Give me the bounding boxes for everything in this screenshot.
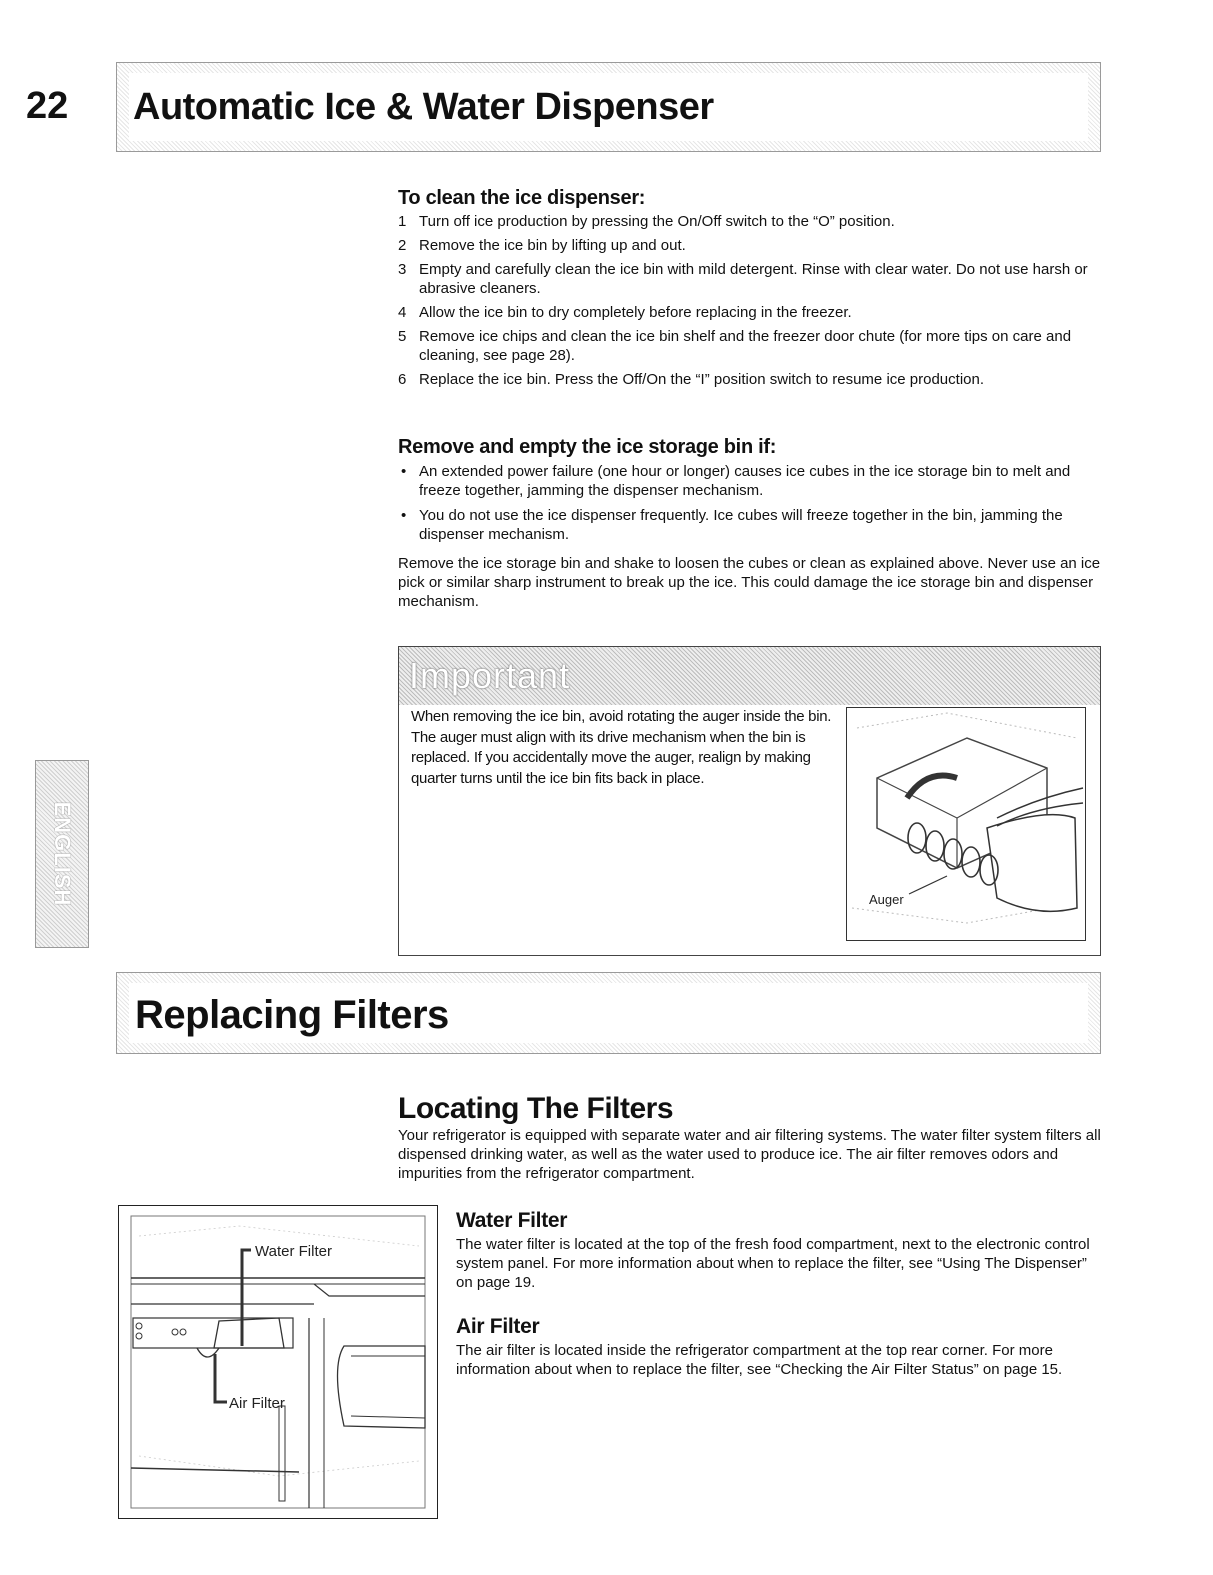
list-item: 5 Remove ice chips and clean the ice bin shelf and the freezer door chute (for more tips on care and cleaning, see page 28). bbox=[398, 328, 1072, 364]
list-item: • You do not use the ice dispenser frequently. Ice cubes will freeze together in the bin, jamming the dispenser mechanism. bbox=[398, 506, 1108, 544]
important-header bbox=[399, 647, 1100, 705]
list-item: 4 Allow the ice bin to dry completely before replacing in the freezer. bbox=[398, 304, 852, 321]
auger-illustration bbox=[846, 707, 1086, 941]
water-filter-section bbox=[456, 1208, 1104, 1292]
section-banner-dispenser bbox=[116, 62, 1101, 152]
list-item: • An extended power failure (one hour or longer) causes ice cubes in the ice storage bin to melt and freeze together, jamming the dispenser mechanism. bbox=[398, 462, 1108, 500]
clean-heading: To clean the ice dispenser: bbox=[398, 187, 646, 209]
remove-heading: Remove and empty the ice storage bin if: bbox=[398, 436, 777, 458]
language-tab bbox=[35, 760, 89, 948]
auger-label: Auger bbox=[869, 892, 904, 907]
section-title: Replacing Filters bbox=[135, 993, 449, 1037]
list-item: 6 Replace the ice bin. Press the Off/On the “I” position switch to resume ice production. bbox=[398, 371, 984, 388]
air-filter-heading: Air Filter bbox=[456, 1315, 540, 1338]
locating-intro: Your refrigerator is equipped with separate water and air filtering systems. The water filter system filters all dispensed drinking water, as well as the water used to produce ice. The air filter removes odors and impurities from the refrigerator compartment. bbox=[398, 1127, 1101, 1182]
refrigerator-interior-drawing bbox=[119, 1206, 435, 1516]
clean-steps bbox=[398, 212, 1108, 389]
list-item: 3 Empty and carefully clean the ice bin with mild detergent. Rinse with clear water. Do not use harsh or abrasive cleaners. bbox=[398, 261, 1088, 297]
water-filter-label: Water Filter bbox=[255, 1243, 332, 1260]
ice-bin-drawing bbox=[847, 708, 1085, 940]
air-filter-section bbox=[456, 1314, 1104, 1379]
locating-heading: Locating The Filters bbox=[398, 1092, 674, 1125]
page-number: 22 bbox=[26, 85, 69, 127]
list-item: 2 Remove the ice bin by lifting up and out. bbox=[398, 237, 686, 254]
filter-illustration bbox=[118, 1205, 438, 1519]
water-filter-heading: Water Filter bbox=[456, 1209, 568, 1232]
clean-section bbox=[398, 186, 1108, 394]
remove-section bbox=[398, 435, 1108, 611]
remove-paragraph: Remove the ice storage bin and shake to loosen the cubes or clean as explained above. Never use an ice pick or similar sharp instrument to break up the ice. This could damage the ice storage bin and dispenser mechanism. bbox=[398, 555, 1101, 610]
language-tab-label: ENGLISH bbox=[50, 801, 75, 907]
important-box bbox=[398, 646, 1101, 956]
air-filter-text: The air filter is located inside the refrigerator compartment at the top rear corner. For more information about when to replace the filter, see “Checking the Air Filter Status” on page 15. bbox=[456, 1342, 1063, 1378]
remove-bullets bbox=[398, 462, 1108, 544]
locating-section bbox=[398, 1092, 1108, 1183]
air-filter-label: Air Filter bbox=[229, 1395, 285, 1412]
section-banner-filters bbox=[116, 972, 1101, 1054]
water-filter-text: The water filter is located at the top of the fresh food compartment, next to the electronic control system panel. For more information about when to replace the filter, see “Using The Dispenser” on page 19. bbox=[456, 1236, 1090, 1291]
important-text: When removing the ice bin, avoid rotating the auger inside the bin. The auger must align with its drive mechanism when the bin is replaced. If you accidentally move the auger, realign by making quarter turns until the ice bin fits back in place. bbox=[411, 708, 832, 787]
section-title: Automatic Ice & Water Dispenser bbox=[133, 86, 714, 128]
list-item: 1 Turn off ice production by pressing the On/Off switch to the “O” position. bbox=[398, 213, 895, 230]
important-label: Important bbox=[409, 655, 571, 696]
